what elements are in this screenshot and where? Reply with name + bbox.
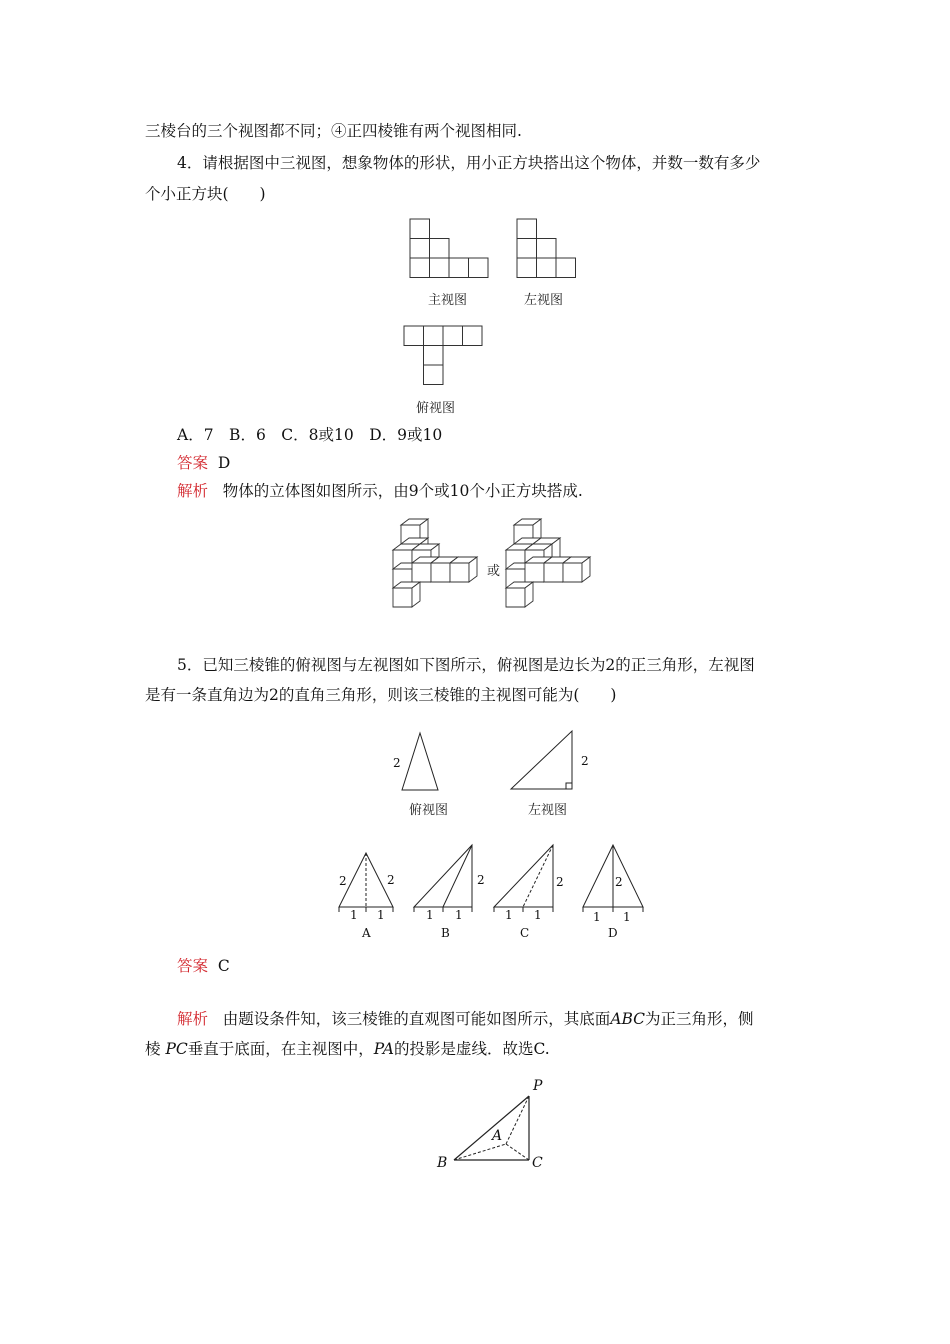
text-line-intro: 三棱台的三个视图都不同；④正四棱锥有两个视图相同. <box>145 122 522 140</box>
pa-italic: PA <box>373 1040 394 1058</box>
vertex-a-label: A <box>492 1128 503 1144</box>
b-half-left-label: 1 <box>426 908 434 922</box>
answer-label: 答案 <box>177 957 209 975</box>
vertex-b-label: B <box>437 1155 448 1171</box>
question-5-line-2: 是有一条直角边为2的直角三角形，则该三棱锥的主视图可能为( ) <box>145 686 617 704</box>
explanation-5-text-5: 的投影是虚线．故选C. <box>393 1040 550 1058</box>
d-half-left-label: 1 <box>593 910 601 924</box>
left-view-side-label: 2 <box>581 754 589 768</box>
explanation-5-text-1: 由题设条件知，该三棱锥的直观图可能如图所示，其底面 <box>222 1010 611 1028</box>
explanation-5-text-2: 为正三角形，侧 <box>645 1010 754 1028</box>
or-label: 或 <box>487 564 501 579</box>
c-half-left-label: 1 <box>505 908 513 922</box>
explanation-label: 解析 <box>177 482 209 500</box>
top-view-side-label: 2 <box>393 756 401 770</box>
d-height-label: 2 <box>615 875 623 889</box>
b-height-label: 2 <box>477 873 485 887</box>
front-view-caption: 主视图 <box>428 293 468 308</box>
question-4-options: A．7 B．6 C．8或10 D．9或10 <box>177 426 443 444</box>
vertex-c-label: C <box>532 1155 543 1171</box>
option-d-label: D <box>608 926 618 940</box>
explanation-5-text-3: 棱 <box>145 1040 161 1058</box>
fig3-top-view-caption: 俯视图 <box>409 803 449 818</box>
question-5-line-1: 5．已知三棱锥的俯视图与左视图如下图所示，俯视图是边长为2的正三角形，左视图 <box>177 656 755 674</box>
question-4-line-2: 个小正方块( ) <box>145 185 266 203</box>
d-half-right-label: 1 <box>623 910 631 924</box>
pc-italic: PC <box>165 1040 188 1058</box>
option-b-label: B <box>441 926 450 940</box>
c-half-right-label: 1 <box>534 908 542 922</box>
a-half-left-label: 1 <box>350 908 358 922</box>
fig3-left-view-caption: 左视图 <box>528 803 568 818</box>
option-c-label: C <box>520 926 530 940</box>
explanation-label: 解析 <box>177 1010 209 1028</box>
left-view-caption: 左视图 <box>524 293 564 308</box>
answer-label: 答案 <box>177 454 209 472</box>
top-view-caption: 俯视图 <box>416 401 456 416</box>
explanation-5-text-4: 垂直于底面，在主视图中， <box>187 1040 374 1058</box>
c-height-label: 2 <box>556 875 564 889</box>
answer-5-value: C <box>217 957 230 975</box>
vertex-p-label: P <box>533 1078 543 1094</box>
option-a-label: A <box>362 926 371 940</box>
abc-italic: ABC <box>610 1010 646 1028</box>
b-half-right-label: 1 <box>455 908 463 922</box>
a-left-label: 2 <box>339 874 347 888</box>
explanation-4-text: 物体的立体图如图所示，由9个或10个小正方块搭成. <box>222 482 583 500</box>
a-half-right-label: 1 <box>377 908 385 922</box>
answer-4-value: D <box>217 454 231 472</box>
question-4-line-1: 4．请根据图中三视图，想象物体的形状，用小正方块搭出这个物体，并数一数有多少 <box>177 154 761 172</box>
a-right-label: 2 <box>387 873 395 887</box>
